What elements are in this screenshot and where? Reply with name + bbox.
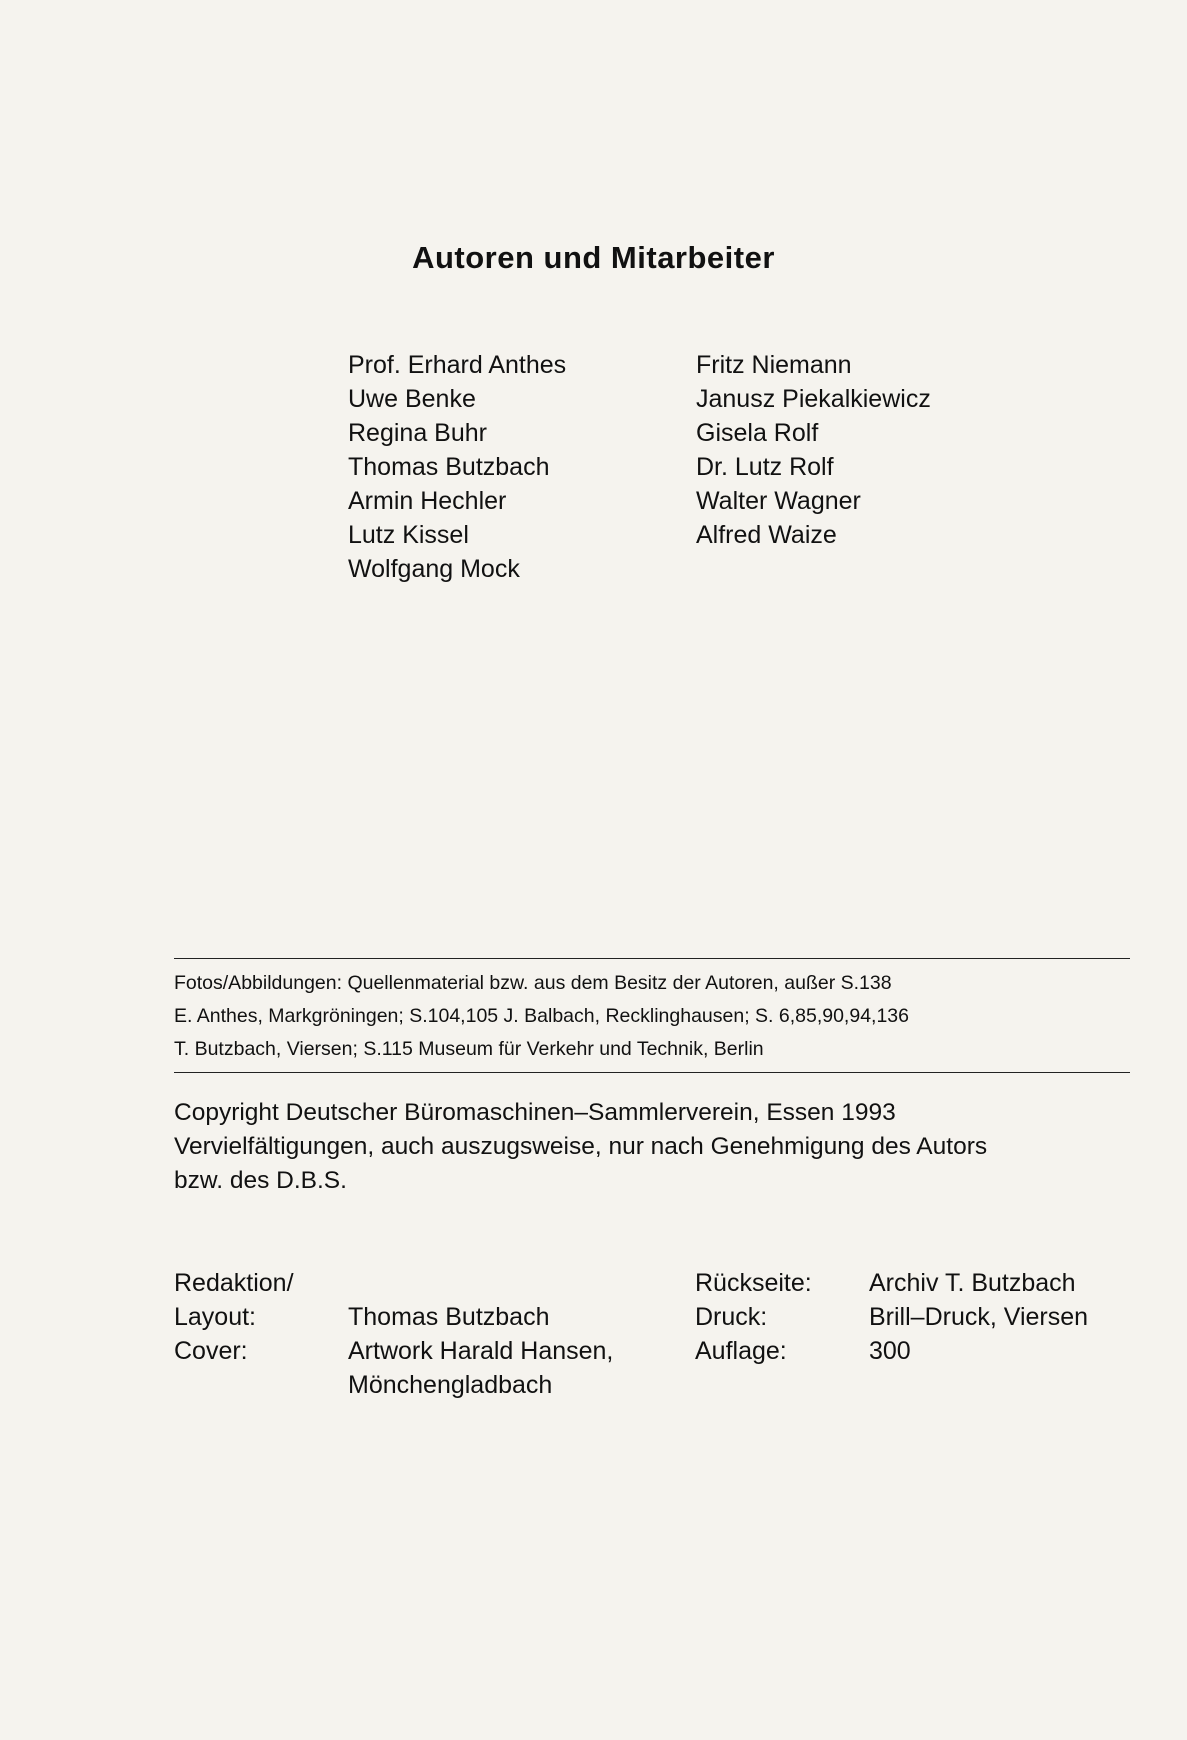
copyright-line: Vervielfältigungen, auch auszugsweise, nur nach Genehmigung des Autors <box>174 1133 988 1160</box>
author-name: Gisela Rolf <box>696 419 819 447</box>
copyright-line: Copyright Deutscher Büromaschinen–Sammlerverein, Essen 1993 <box>174 1099 896 1126</box>
page-title: Autoren und Mitarbeiter <box>412 240 775 275</box>
author-name: Lutz Kissel <box>348 521 469 549</box>
author-name: Alfred Waize <box>696 521 837 549</box>
imprint-values-right <box>869 1266 1088 1368</box>
imprint-label: Cover: <box>174 1337 248 1365</box>
credit-line: T. Butzbach, Viersen; S.115 Museum für Verkehr und Technik, Berlin <box>174 1038 764 1060</box>
author-name: Prof. Erhard Anthes <box>348 351 567 379</box>
imprint-value: Archiv T. Butzbach <box>869 1269 1076 1297</box>
author-name: Dr. Lutz Rolf <box>696 453 834 481</box>
imprint-value: Mönchengladbach <box>348 1371 553 1399</box>
imprint-value: Brill–Druck, Viersen <box>869 1303 1089 1331</box>
imprint-value: Thomas Butzbach <box>348 1303 550 1331</box>
author-name: Wolfgang Mock <box>348 555 520 583</box>
imprint-labels-right <box>695 1266 812 1368</box>
imprint-label: Rückseite: <box>695 1269 812 1297</box>
credit-line: Fotos/Abbildungen: Quellenmaterial bzw. aus dem Besitz der Autoren, außer S.138 <box>174 972 892 994</box>
author-name: Janusz Piekalkiewicz <box>696 385 931 413</box>
imprint-label: Layout: <box>174 1303 257 1331</box>
copyright-line: bzw. des D.B.S. <box>174 1167 347 1194</box>
photo-credits <box>174 958 1130 1073</box>
imprint-value: Artwork Harald Hansen, <box>348 1337 614 1365</box>
copyright-notice <box>174 1096 987 1198</box>
authors-list-right <box>696 348 931 552</box>
author-name: Fritz Niemann <box>696 351 852 379</box>
imprint-value: 300 <box>869 1337 911 1365</box>
imprint-label: Druck: <box>695 1303 768 1331</box>
authors-list-left <box>348 348 566 586</box>
imprint-label: Auflage: <box>695 1337 787 1365</box>
imprint-labels-left <box>174 1266 294 1368</box>
imprint-value <box>348 1266 613 1300</box>
author-name: Walter Wagner <box>696 487 861 515</box>
author-name: Regina Buhr <box>348 419 487 447</box>
imprint-values-left <box>348 1266 613 1402</box>
credit-line: E. Anthes, Markgröningen; S.104,105 J. Balbach, Recklinghausen; S. 6,85,90,94,136 <box>174 1005 909 1027</box>
author-name: Uwe Benke <box>348 385 476 413</box>
author-name: Thomas Butzbach <box>348 453 550 481</box>
imprint-label: Redaktion/ <box>174 1269 294 1297</box>
author-name: Armin Hechler <box>348 487 507 515</box>
